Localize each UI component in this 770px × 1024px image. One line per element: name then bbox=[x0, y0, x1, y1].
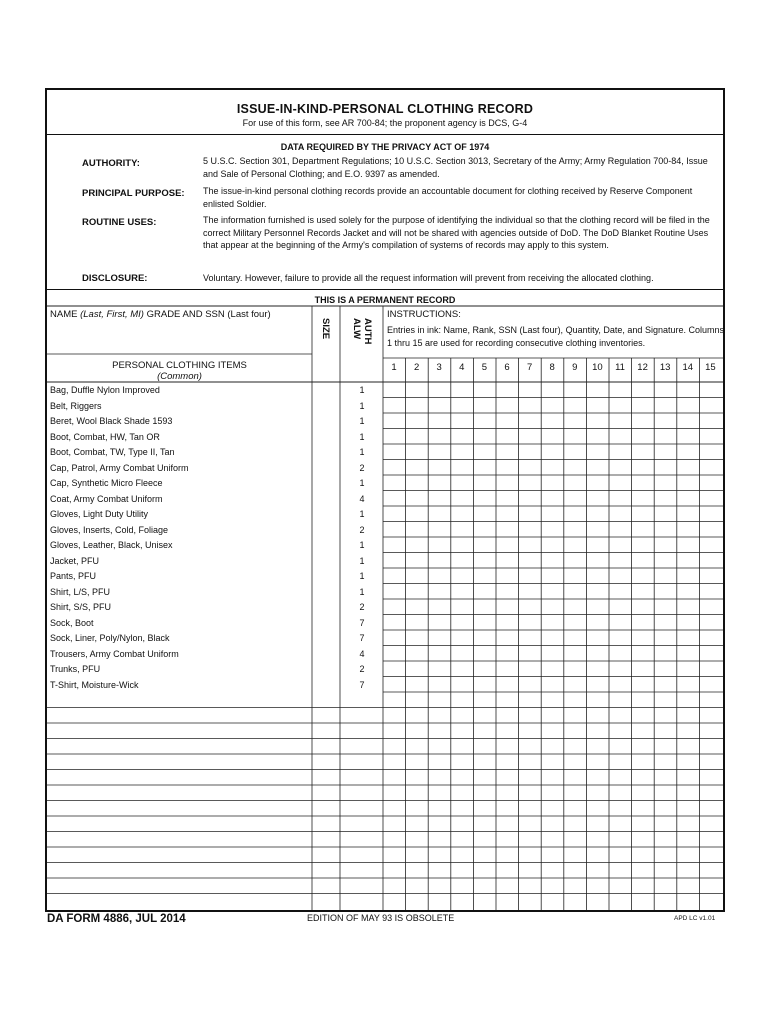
item-auth-qty: 1 bbox=[359, 555, 365, 566]
record-grid-lines bbox=[47, 90, 723, 910]
item-name: Sock, Boot bbox=[50, 617, 94, 628]
item-name: Shirt, L/S, PFU bbox=[50, 586, 111, 597]
routine-uses-label: ROUTINE USES: bbox=[82, 217, 157, 228]
item-auth-qty: 7 bbox=[359, 679, 365, 690]
item-auth-qty: 2 bbox=[359, 462, 365, 473]
item-name: Gloves, Inserts, Cold, Foliage bbox=[50, 524, 169, 535]
item-name: Boot, Combat, HW, Tan OR bbox=[50, 431, 160, 442]
instructions-text: Entries in ink: Name, Rank, SSN (Last four), Quantity, Date, and Signature. Columns 1 thru 15 are used for recording consecutive clothing inventories. bbox=[387, 325, 724, 348]
item-auth-qty: 1 bbox=[359, 571, 365, 581]
inventory-column-number: 4 bbox=[459, 362, 465, 373]
item-name: Trunks, PFU bbox=[50, 664, 101, 674]
item-auth-qty: 1 bbox=[359, 416, 365, 426]
name-label-suffix: GRADE AND SSN (Last four) bbox=[146, 309, 271, 320]
authority-label: AUTHORITY: bbox=[82, 158, 140, 169]
item-name: Belt, Riggers bbox=[50, 400, 102, 411]
items-header-subtitle: (Common) bbox=[157, 371, 202, 382]
alw-label: ALW bbox=[351, 318, 362, 340]
instructions-label: INSTRUCTIONS: bbox=[387, 309, 461, 320]
item-auth-qty: 1 bbox=[359, 400, 365, 411]
apd-version: APD LC v1.01 bbox=[674, 915, 716, 922]
item-name: Gloves, Leather, Black, Unisex bbox=[50, 540, 173, 550]
inventory-column-number: 3 bbox=[436, 362, 442, 373]
item-auth-qty: 1 bbox=[359, 540, 365, 550]
item-name: Gloves, Light Duty Utility bbox=[50, 509, 149, 519]
item-name: Shirt, S/S, PFU bbox=[50, 602, 112, 612]
item-auth-qty: 1 bbox=[359, 447, 365, 457]
item-auth-qty: 1 bbox=[359, 586, 365, 597]
routine-uses-text: The information furnished is used solely for the purpose of identifying the individual so that the clothing record will be filed in the correct Military Personnel Records Jacket and will not be shared with agencies outside of DoD. The DoD Blanket Routine Uses that appear at the beginning of the Army's compilation of systems of records may apply to this system. bbox=[203, 215, 710, 250]
item-name: Trousers, Army Combat Uniform bbox=[50, 648, 179, 659]
principal-purpose-label: PRINCIPAL PURPOSE: bbox=[82, 188, 185, 199]
name-label-prefix: NAME bbox=[50, 309, 78, 320]
form-subtitle: For use of this form, see AR 700-84; the proponent agency is DCS, G-4 bbox=[242, 118, 528, 128]
inventory-column-number: 6 bbox=[504, 362, 510, 373]
inventory-column-number: 10 bbox=[592, 362, 603, 373]
item-auth-qty: 7 bbox=[359, 617, 365, 628]
clothing-record-form bbox=[45, 88, 725, 912]
item-auth-qty: 1 bbox=[359, 431, 365, 442]
item-name: Beret, Wool Black Shade 1593 bbox=[50, 416, 173, 426]
inventory-column-number: 2 bbox=[413, 362, 420, 373]
item-name: Cap, Patrol, Army Combat Uniform bbox=[50, 462, 189, 473]
inventory-column-number: 13 bbox=[659, 362, 671, 373]
inventory-column-number: 5 bbox=[481, 362, 488, 373]
inventory-column-number: 15 bbox=[705, 362, 716, 373]
item-auth-qty: 7 bbox=[359, 633, 365, 643]
permanent-record-label: THIS IS A PERMANENT RECORD bbox=[314, 295, 456, 305]
inventory-column-number: 12 bbox=[637, 362, 648, 373]
inventory-column-number: 9 bbox=[572, 362, 578, 373]
item-auth-qty: 4 bbox=[359, 648, 365, 659]
item-auth-qty: 2 bbox=[359, 602, 365, 612]
auth-label: AUTH bbox=[362, 318, 373, 345]
item-name: Coat, Army Combat Uniform bbox=[50, 493, 163, 504]
privacy-act-heading: DATA REQUIRED BY THE PRIVACY ACT OF 1974 bbox=[280, 142, 490, 152]
item-name: T-Shirt, Moisture-Wick bbox=[50, 679, 139, 690]
item-name: Bag, Duffle Nylon Improved bbox=[50, 385, 160, 395]
item-name: Boot, Combat, TW, Type II, Tan bbox=[50, 447, 175, 457]
items-header-title: PERSONAL CLOTHING ITEMS bbox=[112, 360, 247, 371]
item-name: Sock, Liner, Poly/Nylon, Black bbox=[50, 633, 170, 643]
edition-notice: EDITION OF MAY 93 IS OBSOLETE bbox=[307, 913, 455, 923]
item-auth-qty: 1 bbox=[359, 385, 365, 395]
form-title: ISSUE-IN-KIND-PERSONAL CLOTHING RECORD bbox=[236, 102, 534, 116]
item-auth-qty: 1 bbox=[359, 509, 365, 519]
item-auth-qty: 2 bbox=[359, 524, 365, 535]
name-label-italic: (Last, First, MI) bbox=[80, 309, 144, 320]
principal-purpose-text: The issue-in-kind personal clothing records provide an accountable document for clothing received by Reserve Component enlisted Soldier. bbox=[203, 186, 693, 209]
inventory-column-number: 8 bbox=[549, 362, 555, 373]
item-name: Pants, PFU bbox=[50, 571, 97, 581]
item-auth-qty: 1 bbox=[359, 478, 365, 488]
item-auth-qty: 4 bbox=[359, 493, 365, 504]
item-auth-qty: 2 bbox=[359, 664, 365, 674]
item-name: Jacket, PFU bbox=[50, 555, 100, 566]
disclosure-label: DISCLOSURE: bbox=[82, 273, 148, 284]
inventory-column-number: 14 bbox=[682, 362, 694, 373]
inventory-column-number: 1 bbox=[391, 362, 397, 373]
inventory-column-number: 11 bbox=[615, 362, 625, 373]
item-name: Cap, Synthetic Micro Fleece bbox=[50, 478, 163, 488]
disclosure-text: Voluntary. However, failure to provide all the request information will prevent from receiving the allocated clothing. bbox=[203, 273, 654, 283]
authority-text: 5 U.S.C. Section 301, Department Regulations; 10 U.S.C. Section 3013, Secretary of the Army; Army Regulation 700-84, Issue and Sale of Personal Clothing; and E.O. 9397 as amended. bbox=[203, 156, 708, 179]
size-column-label: SIZE bbox=[320, 318, 331, 340]
form-number: DA FORM 4886, JUL 2014 bbox=[47, 913, 186, 925]
inventory-column-number: 7 bbox=[526, 362, 533, 373]
